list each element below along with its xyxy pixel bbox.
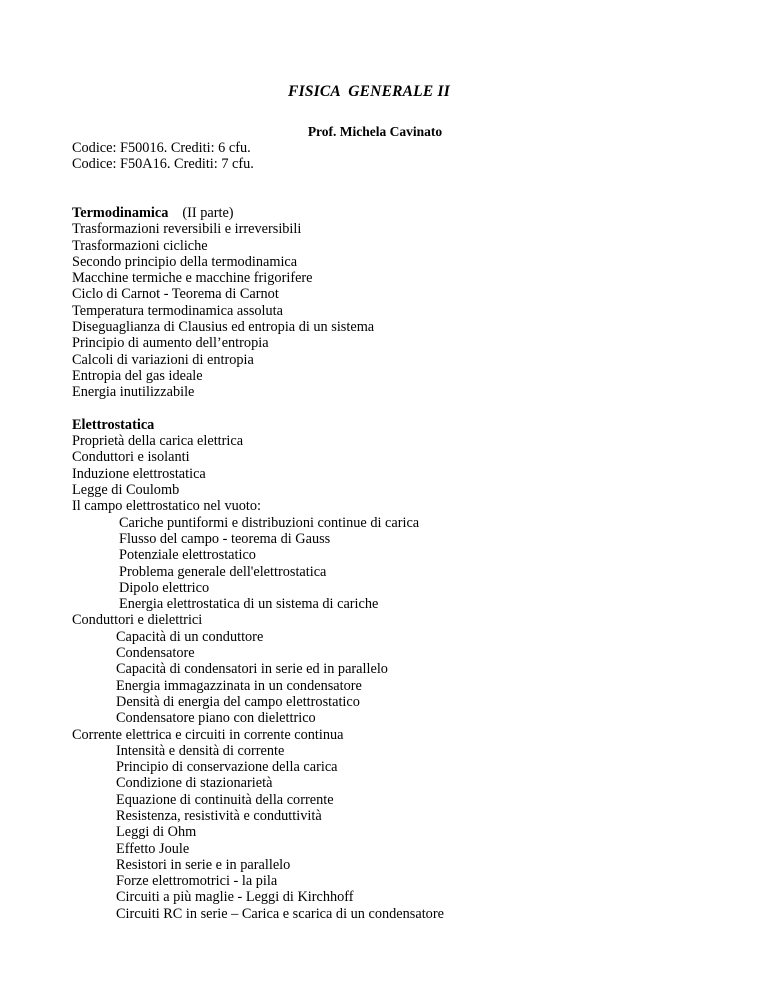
sub-item: Principio di conservazione della carica: [116, 759, 338, 776]
sub-item: Condizione di stazionarietà: [116, 775, 273, 792]
list-item: Il campo elettrostatico nel vuoto:: [72, 498, 261, 515]
sub-item: Cariche puntiformi e distribuzioni continue di carica: [119, 514, 420, 531]
list-item: Induzione elettrostatica: [72, 465, 206, 482]
sub-item: Capacità di un conduttore: [116, 628, 264, 645]
list-item: Legge di Coulomb: [72, 482, 180, 499]
list-item: Energia inutilizzabile: [72, 384, 195, 401]
sub-item: Resistori in serie e in parallelo: [116, 856, 291, 873]
sub-item: Condensatore piano con dielettrico: [116, 710, 316, 727]
list-item: Ciclo di Carnot - Teorema di Carnot: [72, 286, 279, 303]
sub-item: Circuiti RC in serie – Carica e scarica di un condensatore: [116, 905, 444, 922]
sub-item: Capacità di condensatori in serie ed in parallelo: [116, 661, 388, 678]
sub-item: Flusso del campo - teorema di Gauss: [119, 530, 331, 547]
sub-item: Energia immagazzinata in un condensatore: [116, 677, 362, 694]
sub-item: Potenziale elettrostatico: [119, 547, 256, 564]
list-item: Diseguaglianza di Clausius ed entropia di un sistema: [72, 319, 375, 336]
list-item: Secondo principio della termodinamica: [72, 253, 298, 270]
sub-item: Resistenza, resistività e conduttività: [116, 807, 322, 824]
list-item: Calcoli di variazioni di entropia: [72, 351, 254, 368]
section-spacer: [72, 401, 712, 417]
section-title: Termodinamica: [72, 205, 169, 221]
sub-item: Equazione di continuità della corrente: [116, 791, 334, 808]
list-item: Entropia del gas ideale: [72, 367, 203, 384]
syllabus-body: [72, 205, 712, 922]
list-item: Trasformazioni reversibili e irreversibili: [72, 221, 302, 238]
sub-item: Effetto Joule: [116, 840, 190, 857]
course-code-line: Codice: F50A16. Crediti: 7 cfu.: [72, 156, 254, 173]
sub-item: Circuiti a più maglie - Leggi di Kirchhoff: [116, 889, 354, 906]
list-item: Temperatura termodinamica assoluta: [72, 302, 283, 319]
sub-item: Dipolo elettrico: [119, 579, 210, 596]
list-item: Trasformazioni cicliche: [72, 237, 208, 254]
subsection-heading: Conduttori e dielettrici: [72, 612, 203, 629]
sub-item: Condensatore: [116, 645, 195, 662]
sub-item: Leggi di Ohm: [116, 824, 197, 841]
document-title: FISICA GENERALE II: [288, 83, 450, 100]
professor-name: Prof. Michela Cavinato: [307, 124, 443, 139]
sub-item: Energia elettrostatica di un sistema di cariche: [119, 596, 379, 613]
sub-item: Problema generale dell'elettrostatica: [119, 563, 327, 580]
sub-item: Intensità e densità di corrente: [116, 742, 285, 759]
list-item: Proprietà della carica elettrica: [72, 433, 244, 450]
section-heading-elettrostatica: Elettrostatica: [72, 416, 155, 433]
list-item: Macchine termiche e macchine frigorifere: [72, 270, 313, 287]
sub-item: Forze elettromotrici - la pila: [116, 873, 278, 890]
course-codes: [72, 140, 254, 173]
subsection-heading: Corrente elettrica e circuiti in corrente continua: [72, 726, 344, 743]
list-item: Principio di aumento dell’entropia: [72, 335, 269, 352]
sub-item: Densità di energia del campo elettrostatico: [116, 693, 360, 710]
course-code-line: Codice: F50016. Crediti: 6 cfu.: [72, 140, 251, 156]
section-note: (II parte): [182, 205, 234, 221]
section-heading-termodinamica: [72, 205, 712, 221]
list-item: Conduttori e isolanti: [72, 449, 190, 466]
